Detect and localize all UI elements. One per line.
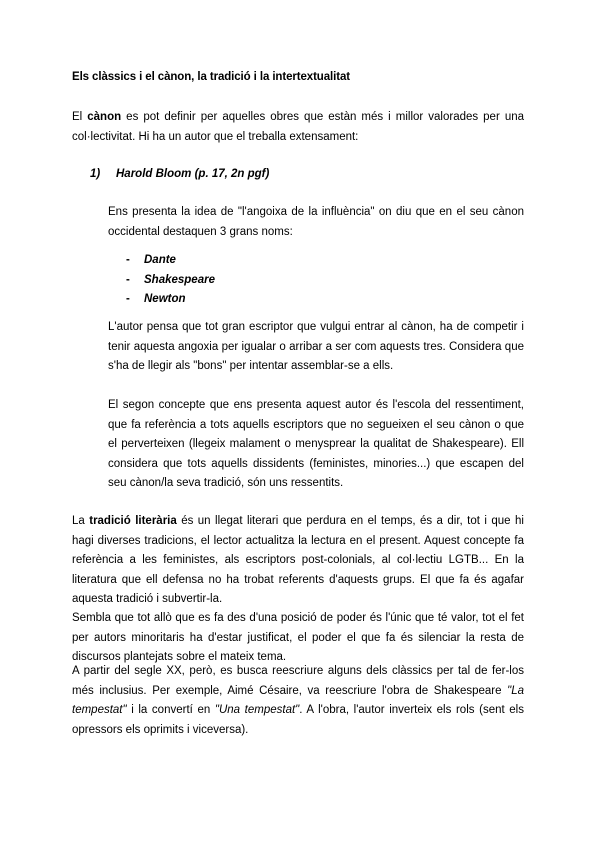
list-item-text: Shakespeare <box>144 273 215 286</box>
bullet-marker: - <box>126 254 130 266</box>
poder-paragraph: Sembla que tot allò que es fa des d'una posició de poder és l'únic que té valor, tot el fet per autors minoritaris ha d'estar justificat, el poder el que fa és silenciar la resta de discursos plantejats sobre el mateix tema. <box>72 612 524 663</box>
segle-pre: A partir del segle XX, però, es busca reescriure alguns dels clàssics per tal de fer-los més inclusius. Per exemple, Aimé Césaire, va reescriure l'obra de Shakespeare <box>72 665 524 697</box>
section-heading-text: Harold Bloom (p. 17, 2n pgf) <box>116 168 270 180</box>
section-paragraph-3: El segon concepte que ens presenta aquest autor és l'escola del ressentiment, que fa referència a tots aquells escriptors que no segueixen el seu cànon o que el perverteixen (llegeix malament o menysprear la qualitat de Shakespeare). Ell considera que tots aquells dissidents (feministes, minories...) que escapen del seu cànon/la seva tradició, són uns ressentits. <box>108 399 524 489</box>
section-heading <box>90 165 269 185</box>
work-title-original: "La tempestat" <box>72 684 524 716</box>
section-paragraph-1: Ens presenta la idea de "l'angoixa de la influència" on diu que en el seu cànon occidental destaquen 3 grans noms: <box>108 206 524 238</box>
segle-post: . A l'obra, l'autor inverteix els rols (sent els opressors els oprimits i viceversa). <box>72 704 524 736</box>
work-title-rewrite: "Una tempestat" <box>214 704 300 716</box>
list-item-text: Newton <box>144 293 186 305</box>
tradicio-post: és un llegat literari que perdura en el temps, és a dir, tot i que hi hagi diverses tradicions, el lector actualitza la lectura en el present. Aquest concepte fa referència a les feministes, als escriptors post-colonials, al col·lectiu LGTB... En la literatura que ell defensa no ha trobat referents d'aquests grups. El que fa és agafar aquesta tradició i subvertir-la. <box>72 515 524 605</box>
tradicio-pre: La <box>72 515 90 527</box>
segle-xx-paragraph <box>72 662 524 740</box>
tradicio-bold-term: tradició literària <box>89 515 177 527</box>
bullet-marker: - <box>126 293 130 305</box>
section-number: 1) <box>90 168 101 180</box>
section-paragraph-2: L'autor pensa que tot gran escriptor que vulgui entrar al cànon, ha de competir i tenir aquesta angoxia per igualar o arribar a ser com aquests tres. Considera que s'ha de llegir als "bons" per intentar assemblar-se a ells. <box>108 321 524 372</box>
list-item <box>126 290 215 310</box>
list-item <box>126 251 215 271</box>
tradicio-paragraph <box>72 512 524 610</box>
bullet-marker: - <box>126 273 130 286</box>
intro-bold-term: cànon <box>87 111 122 123</box>
document-title: Els clàssics i el cànon, la tradició i la intertextualitat <box>72 71 350 83</box>
segle-mid: i la convertí en <box>126 704 215 716</box>
intro-pre: El <box>72 111 88 123</box>
list-item-text: Dante <box>144 254 176 266</box>
bullet-list <box>126 251 215 310</box>
list-item <box>126 271 215 291</box>
intro-paragraph <box>72 108 524 147</box>
intro-post: es pot definir per aquelles obres que estàn més i millor valorades per una col·lectivitat. Hi ha un autor que el treballa extensament: <box>72 111 525 143</box>
